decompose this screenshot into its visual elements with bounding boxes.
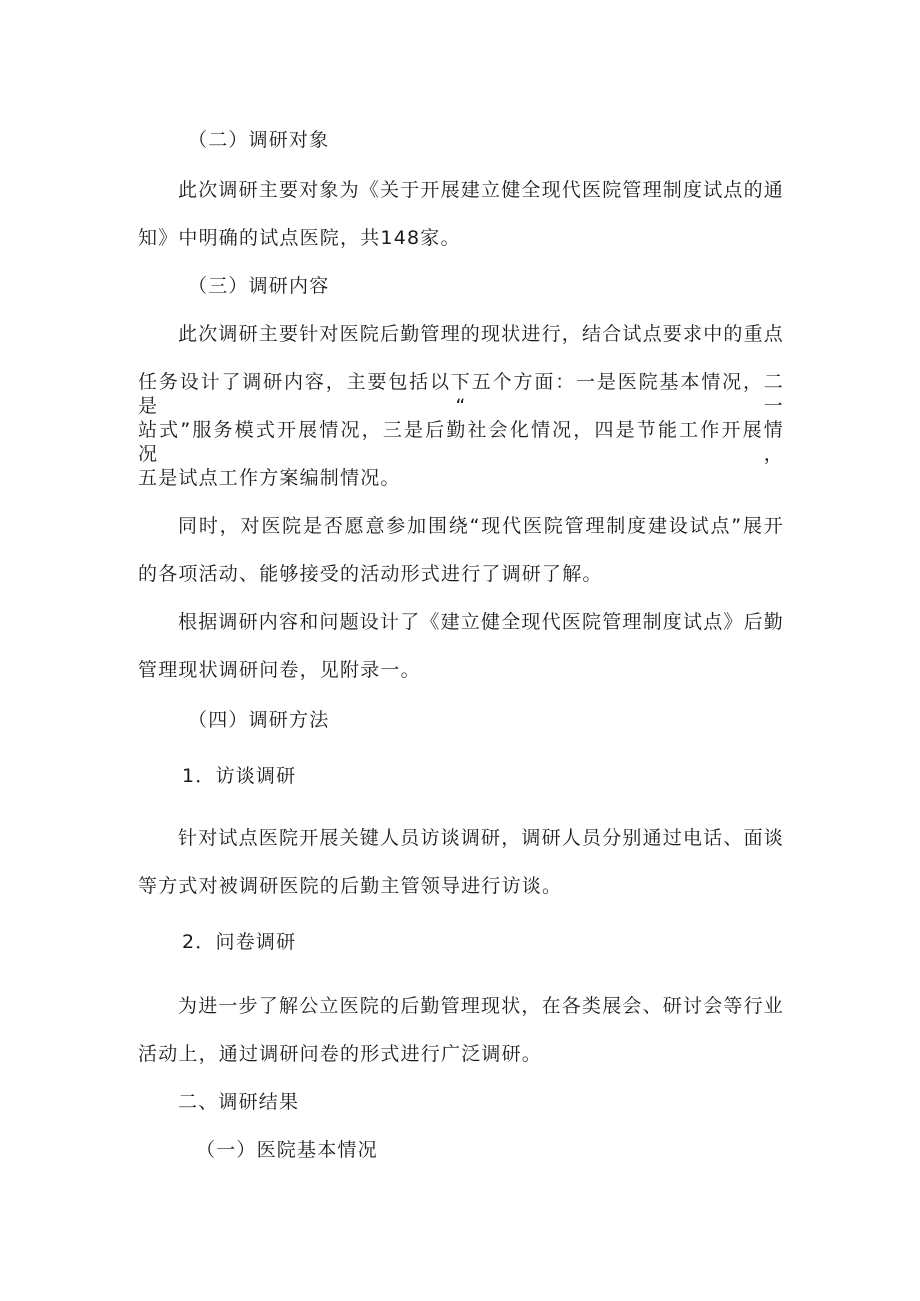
section-heading-research-methods: （四）调研方法 [188,709,330,731]
chapter-heading-results: 二、调研结果 [178,1091,300,1113]
subsection-heading-interview: 1．访谈调研 [182,765,297,787]
paragraph-line: 根据调研内容和问题设计了《建立健全现代医院管理制度试点》后勤 [178,611,785,633]
paragraph-line: 此次调研主要针对医院后勤管理的现状进行，结合试点要求中的重点 [178,323,785,345]
section-heading-research-content: （三）调研内容 [188,275,330,297]
paragraph-line: 针对试点医院开展关键人员访谈调研，调研人员分别通过电话、面谈 [178,827,785,849]
paragraph-line: 的各项活动、能够接受的活动形式进行了调研了解。 [138,563,603,585]
paragraph-line: 同时，对医院是否愿意参加围绕“现代医院管理制度建设试点”展开 [178,515,784,537]
paragraph-line: 任务设计了调研内容，主要包括以下五个方面：一是医院基本情况，二是“一 [138,371,784,417]
paragraph-line: 活动上，通过调研问卷的形式进行广泛调研。 [138,1043,543,1065]
paragraph-line: 五是试点工作方案编制情况。 [138,467,401,489]
subsection-heading-questionnaire: 2．问卷调研 [182,931,297,953]
paragraph-line: 为进一步了解公立医院的后勤管理现状，在各类展会、研讨会等行业 [178,995,785,1017]
paragraph-line: 等方式对被调研医院的后勤主管领导进行访谈。 [138,875,563,897]
paragraph-line: 站式”服务模式开展情况，三是后勤社会化情况，四是节能工作开展情况， [138,419,784,465]
paragraph-line: 管理现状调研问卷，见附录一。 [138,659,421,681]
paragraph-line: 此次调研主要对象为《关于开展建立健全现代医院管理制度试点的通 [178,179,785,201]
paragraph-line: 知》中明确的试点医院，共148家。 [138,227,461,249]
section-heading-hospital-basics: （一）医院基本情况 [196,1139,378,1161]
section-heading-research-subjects: （二）调研对象 [188,129,330,151]
